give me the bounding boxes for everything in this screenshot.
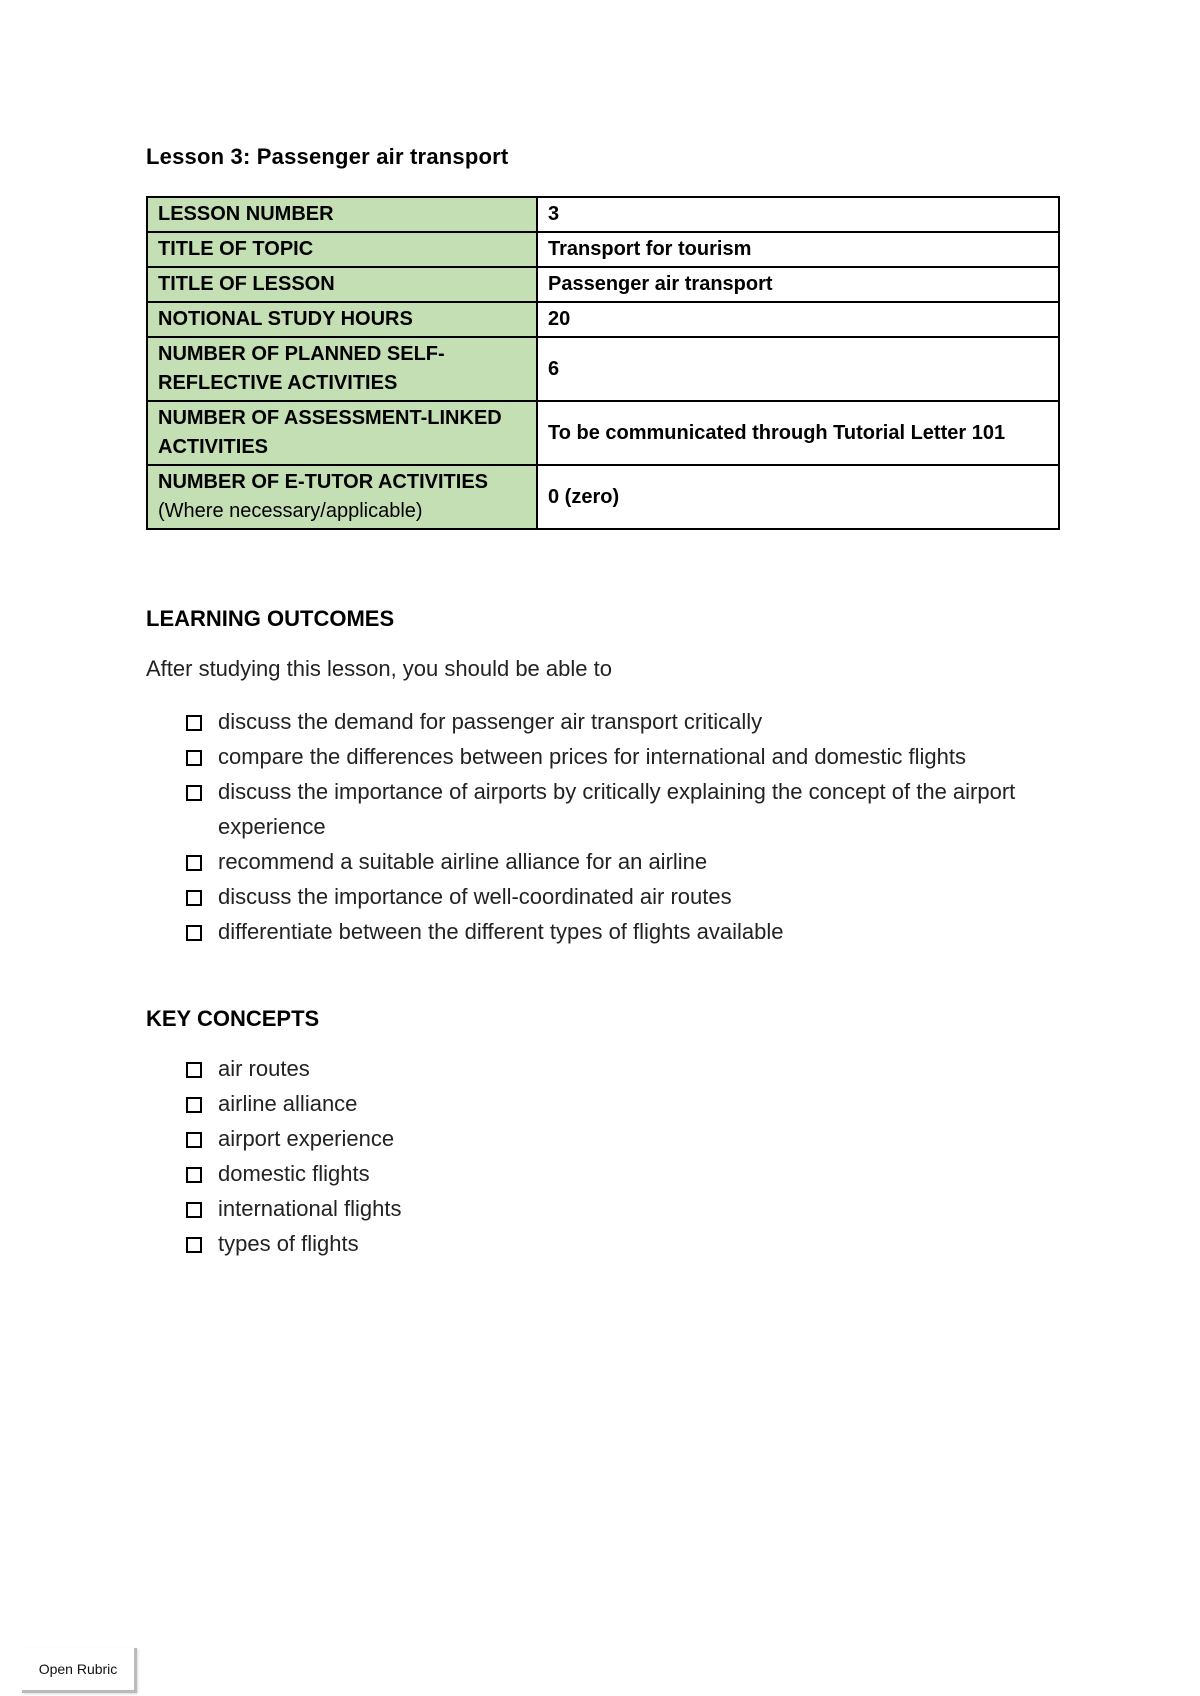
- checkbox-square-icon: [186, 1167, 202, 1183]
- table-value-cell: 3: [537, 197, 1059, 232]
- table-label-cell: LESSON NUMBER: [147, 197, 537, 232]
- list-item: air routes: [186, 1051, 1066, 1086]
- checkbox-square-icon: [186, 890, 202, 906]
- learning-outcomes-list: [186, 704, 1066, 949]
- checkbox-square-icon: [186, 925, 202, 941]
- table-row: [147, 232, 1059, 267]
- checkbox-square-icon: [186, 1097, 202, 1113]
- list-item: discuss the importance of airports by critically explaining the concept of the airport experience: [186, 774, 1066, 844]
- table-label-cell: NOTIONAL STUDY HOURS: [147, 302, 537, 337]
- checkbox-square-icon: [186, 1237, 202, 1253]
- table-value-cell: 6: [537, 337, 1059, 401]
- table-label-cell: NUMBER OF PLANNED SELF-REFLECTIVE ACTIVITIES: [147, 337, 537, 401]
- table-label-cell: TITLE OF LESSON: [147, 267, 537, 302]
- table-row: [147, 197, 1059, 232]
- list-item: discuss the demand for passenger air transport critically: [186, 704, 1066, 739]
- checkbox-square-icon: [186, 785, 202, 801]
- checkbox-square-icon: [186, 750, 202, 766]
- learning-outcomes-heading: LEARNING OUTCOMES: [146, 606, 395, 631]
- table-label-cell: NUMBER OF ASSESSMENT-LINKED ACTIVITIES: [147, 401, 537, 465]
- table-value-cell: Passenger air transport: [537, 267, 1059, 302]
- checkbox-square-icon: [186, 855, 202, 871]
- table-row: [147, 267, 1059, 302]
- table-value-cell: 0 (zero): [537, 465, 1059, 529]
- page-title: Lesson 3: Passenger air transport: [146, 144, 509, 169]
- key-concepts-heading: KEY CONCEPTS: [146, 1006, 320, 1031]
- checkbox-square-icon: [186, 1132, 202, 1148]
- list-item: domestic flights: [186, 1156, 1066, 1191]
- checkbox-square-icon: [186, 715, 202, 731]
- table-label-text: NUMBER OF E-TUTOR ACTIVITIES: [158, 471, 488, 493]
- list-item: compare the differences between prices for international and domestic flights: [186, 739, 1066, 774]
- checkbox-square-icon: [186, 1062, 202, 1078]
- table-value-cell: To be communicated through Tutorial Letter 101: [537, 401, 1059, 465]
- key-concepts-list: [186, 1051, 1066, 1261]
- list-item: differentiate between the different types of flights available: [186, 914, 1066, 949]
- learning-outcomes-intro: After studying this lesson, you should be able to: [146, 656, 612, 681]
- table-label-note: (Where necessary/applicable): [158, 500, 423, 522]
- table-label-cell: [147, 465, 537, 529]
- list-item: recommend a suitable airline alliance for an airline: [186, 844, 1066, 879]
- table-row: [147, 302, 1059, 337]
- list-item: airline alliance: [186, 1086, 1066, 1121]
- checkbox-square-icon: [186, 1202, 202, 1218]
- open-rubric-button[interactable]: Open Rubric: [22, 1648, 137, 1693]
- table-value-cell: 20: [537, 302, 1059, 337]
- list-item: types of flights: [186, 1226, 1066, 1261]
- table-value-cell: Transport for tourism: [537, 232, 1059, 267]
- list-item: airport experience: [186, 1121, 1066, 1156]
- table-label-cell: TITLE OF TOPIC: [147, 232, 537, 267]
- list-item: discuss the importance of well-coordinated air routes: [186, 879, 1066, 914]
- table-row: [147, 401, 1059, 465]
- list-item: international flights: [186, 1191, 1066, 1226]
- lesson-info-table: [146, 196, 1060, 530]
- table-row: [147, 465, 1059, 529]
- table-row: [147, 337, 1059, 401]
